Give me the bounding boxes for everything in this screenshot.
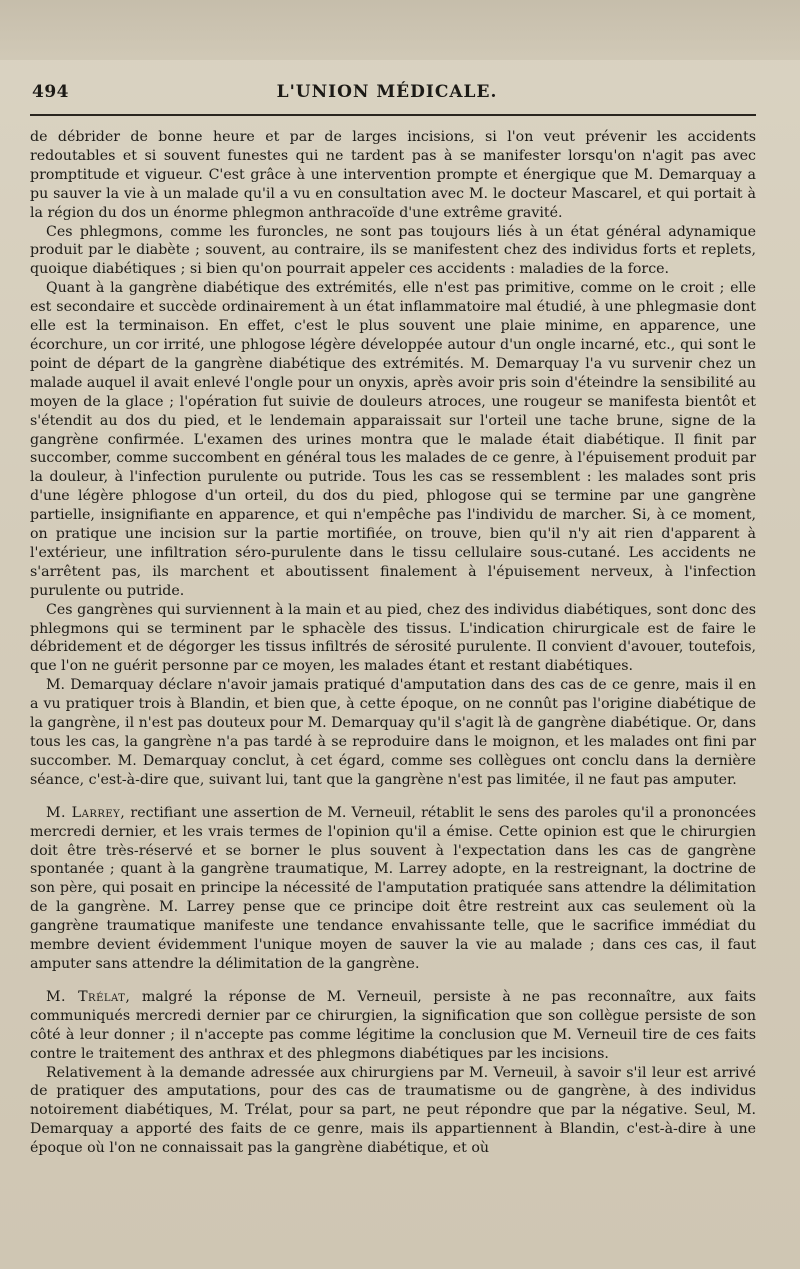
journal-title: L'UNION MÉDICALE. <box>276 82 498 102</box>
paragraph <box>30 988 756 1064</box>
article-body <box>30 128 756 1158</box>
paragraph <box>30 804 756 974</box>
page-number: 494 <box>32 82 69 102</box>
paragraph-text: Ces phlegmons, comme les furoncles, ne sont pas toujours liés à un état général adynamique produit par le diabète ; souvent, au contraire, ils se manifestent chez des individus forts et replets, quoique diabétiques ; si bien qu'on pourrait appeler ces accidents : maladies de la force. <box>30 223 756 278</box>
running-header <box>32 82 752 112</box>
paragraph <box>30 279 756 600</box>
speaker-name: M. Trélat, <box>46 988 131 1005</box>
bleed-through-area <box>0 0 800 60</box>
paragraph-text: Relativement à la demande adressée aux chirurgiens par M. Verneuil, à savoir s'il leur est arrivé de pratiquer des amputations, pour des cas de traumatisme ou de gangrène, à des individus notoirement diabétiques, M. Trélat, pour sa part, ne peut répondre que par la négative. Seul, M. Demarquay a apporté des faits de ce genre, mais ils appartiennent à Blandin, c'est-à-dire à une époque où l'on ne connaissait pas la gangrène diabétique, et où <box>30 1064 756 1157</box>
paragraph <box>30 1064 756 1159</box>
paragraph <box>30 223 756 280</box>
header-rule <box>30 114 756 116</box>
paragraph <box>30 128 756 223</box>
paragraph <box>30 601 756 677</box>
paragraph-text: malgré la réponse de M. Verneuil, persiste à ne pas reconnaître, aux faits communiqués mercredi dernier par ce chirurgien, la signification que son collègue persiste de son côté à leur donner ; il n'accepte pas comme légitime la conclusion que M. Verneuil tire de ces faits contre le traitement des anthrax et des phlegmons diabétiques par les incisions. <box>30 988 756 1062</box>
paragraph-text: rectifiant une assertion de M. Verneuil, rétablit le sens des paroles qu'il a prononcées mercredi dernier, et les vrais termes de l'opinion qu'il a émise. Cette opinion est que le chirurgien doit être très-réservé et se borner le plus souvent à l'expectation dans les cas de gangrène spontanée ; quant à la gangrène traumatique, M. Larrey adopte, en la restreignant, la doctrine de son père, qui posait en principe la nécessité de l'amputation pratiquée sans attendre la délimitation de la gangrène. M. Larrey pense que ce principe doit être restreint aux cas seulement où la gangrène traumatique manifeste une tendance envahissante telle, que le sacrifice immédiat du membre devient évidemment l'unique moyen de sauver la vie au malade ; dans ces cas, il faut amputer sans attendre la délimitation de la gangrène. <box>30 804 756 972</box>
paragraph-text: M. Demarquay déclare n'avoir jamais pratiqué d'amputation dans des cas de ce genre, mais il en a vu pratiquer trois à Blandin, et bien que, à cette époque, on ne connût pas l'origine diabétique de la gangrène, il n'est pas douteux pour M. Demarquay qu'il s'agit là de gangrène diabétique. Or, dans tous les cas, la gangrène n'a pas tardé à se reproduire dans le moignon, et les malades ont fini par succomber. M. Demarquay conclut, à cet égard, comme ses collègues ont conclu dans la dernière séance, c'est-à-dire que, suivant lui, tant que la gangrène n'est pas limitée, il ne faut pas amputer. <box>30 677 756 788</box>
paragraph <box>30 676 756 789</box>
paragraph-text: Quant à la gangrène diabétique des extrémités, elle n'est pas primitive, comme on le croit ; elle est secondaire et succède ordinairement à un état inflammatoire mal étudié, à une phlegmasie dont elle est la terminaison. En effet, c'est le plus souvent une plaie minime, en apparence, une écorchure, un cor irrité, une phlogose légère développée autour d'un ongle incarné, etc., qui sont le point de départ de la gangrène diabétique des extrémités. M. Demarquay l'a vu survenir chez un malade auquel il avait enlevé l'ongle pour un onyxis, après avoir pris soin d'éteindre la sensibilité au moyen de la glace ; l'opération fut suivie de douleurs atroces, une rougeur se manifesta bientôt et s'étendit au dos du pied, et le lendemain apparaissait sur l'orteil une tache brune, signe de la gangrène confirmée. L'examen des urines montra que le malade était diabétique. Il finit par succomber, comme succombent en général tous les malades de ce genre, à l'épuisement produit par la douleur, à l'infection purulente ou putride. Tous les cas se ressemblent : les malades sont pris d'une légère phlogose d'un orteil, du dos du pied, phlogose qui se termine par une gangrène partielle, insignifiante en apparence, et qui n'empêche pas l'individu de marcher. Si, à ce moment, on pratique une incision sur la partie mortifiée, on trouve, bien qu'il n'y ait rien d'apparent à l'extérieur, une infiltration séro-purulente dans le tissu cellulaire sous-cutané. Les accidents ne s'arrêtent pas, ils marchent et aboutissent finalement à l'épuisement nerveux, à l'infection purulente ou putride. <box>30 280 756 599</box>
speaker-name: M. Larrey, <box>46 804 126 821</box>
paragraph-text: de débrider de bonne heure et par de larges incisions, si l'on veut prévenir les accidents redoutables et si souvent funestes qui ne tardent pas à se manifester lorsqu'on n'agit pas avec promptitude et vigueur. C'est grâce à une intervention prompte et énergique que M. Demarquay a pu sauver la vie à un malade qu'il a vu en consultation avec M. le docteur Mascarel, et qui portait à la région du dos un énorme phlegmon anthracoïde d'une extrême gravité. <box>30 129 756 221</box>
paragraph-text: Ces gangrènes qui surviennent à la main et au pied, chez des individus diabétiques, sont donc des phlegmons qui se terminent par le sphacèle des tissus. L'indication chirurgicale est de faire le débridement et de dégorger les tissus infiltrés de sérosité purulente. Il convient d'avouer, toutefois, que l'on ne guérit personne par ce moyen, les malades étant et restant diabétiques. <box>30 601 756 675</box>
